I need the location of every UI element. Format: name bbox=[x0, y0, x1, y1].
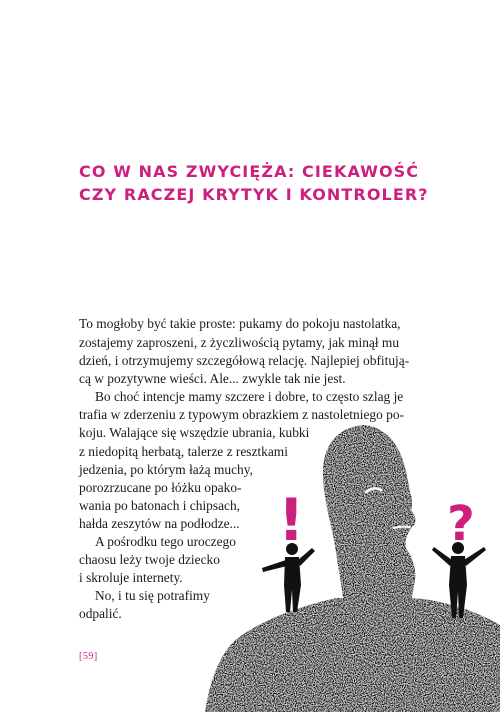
body-line: zostajemy zaproszeni, z życzliwością pytamy, jak minął mu bbox=[79, 335, 400, 350]
body-line: Bo choć intencje mamy szczere i dobre, to często szlag je bbox=[95, 389, 404, 404]
body-line: i skroluje internety. bbox=[79, 570, 183, 585]
page-number: [59] bbox=[79, 651, 98, 662]
exclamation-mark-icon bbox=[278, 486, 304, 554]
body-line: jedzenia, po którym łażą muchy, bbox=[79, 462, 253, 477]
body-line: chaosu leży twoje dziecko bbox=[79, 552, 220, 567]
body-line: hałda zeszytów na podłodze... bbox=[79, 516, 240, 531]
question-mark: ? bbox=[447, 496, 475, 552]
exclamation-mark: ! bbox=[278, 486, 305, 554]
body-line: No, i tu się potrafimy bbox=[95, 588, 210, 603]
body-line: To mogłoby być takie proste: pukamy do pokoju nastolatka, bbox=[79, 316, 401, 331]
body-line: cą w pozytywne wieści. Ale... zwykle tak nie jest. bbox=[79, 371, 346, 386]
body-line: dzień, i otrzymujemy szczegółową relację. Najlepiej obfitują- bbox=[79, 353, 410, 368]
body-line: odpalić. bbox=[79, 606, 122, 621]
heading-line-2: CZY RACZEJ KRYTYK I KONTROLER? bbox=[79, 185, 429, 204]
heading-line-1: CO W NAS ZWYCIĘŻA: CIEKAWOŚĆ bbox=[79, 162, 420, 181]
body-line: wania po batonach i chipsach, bbox=[79, 498, 241, 513]
body-line: z niedopitą herbatą, talerze z resztkami bbox=[79, 444, 288, 459]
head-shape bbox=[323, 425, 415, 610]
body-line: porozrzucane po łóżku opako- bbox=[79, 480, 242, 495]
body-line: trafia w zderzeniu z typowym obrazkiem z nastoletniego po- bbox=[79, 407, 404, 422]
body-line: A pośrodku tego uroczego bbox=[95, 534, 236, 549]
body-line: koju. Walające się wszędzie ubrania, kubki bbox=[79, 425, 310, 440]
question-mark-icon bbox=[447, 496, 475, 552]
